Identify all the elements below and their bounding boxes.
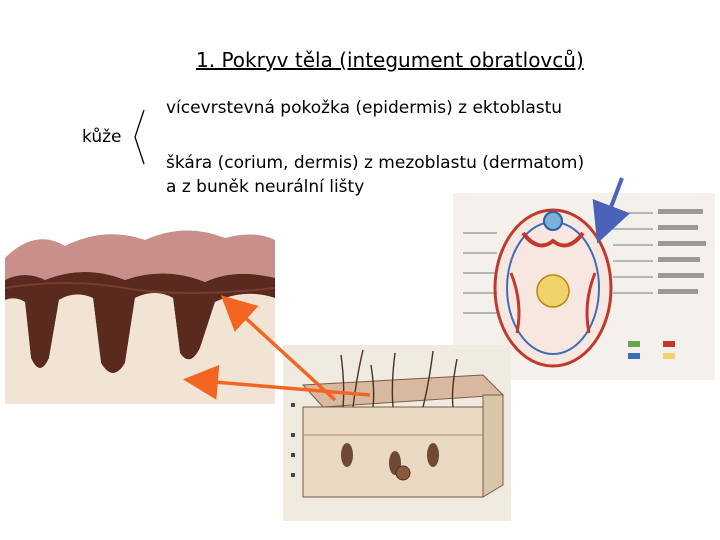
orange-arrow-left: [190, 380, 370, 395]
dermis-line-1: škára (corium, dermis) z mezoblastu (dermatom): [166, 153, 585, 173]
dermis-line-2: a z buněk neurální lišty: [166, 177, 365, 197]
skin-label: kůže: [82, 127, 122, 147]
blue-arrow: [600, 178, 622, 236]
slide-title: 1. Pokryv těla (integument obratlovců): [196, 48, 584, 72]
epidermis-line: vícevrstevná pokožka (epidermis) z ektoblastu: [166, 98, 563, 118]
